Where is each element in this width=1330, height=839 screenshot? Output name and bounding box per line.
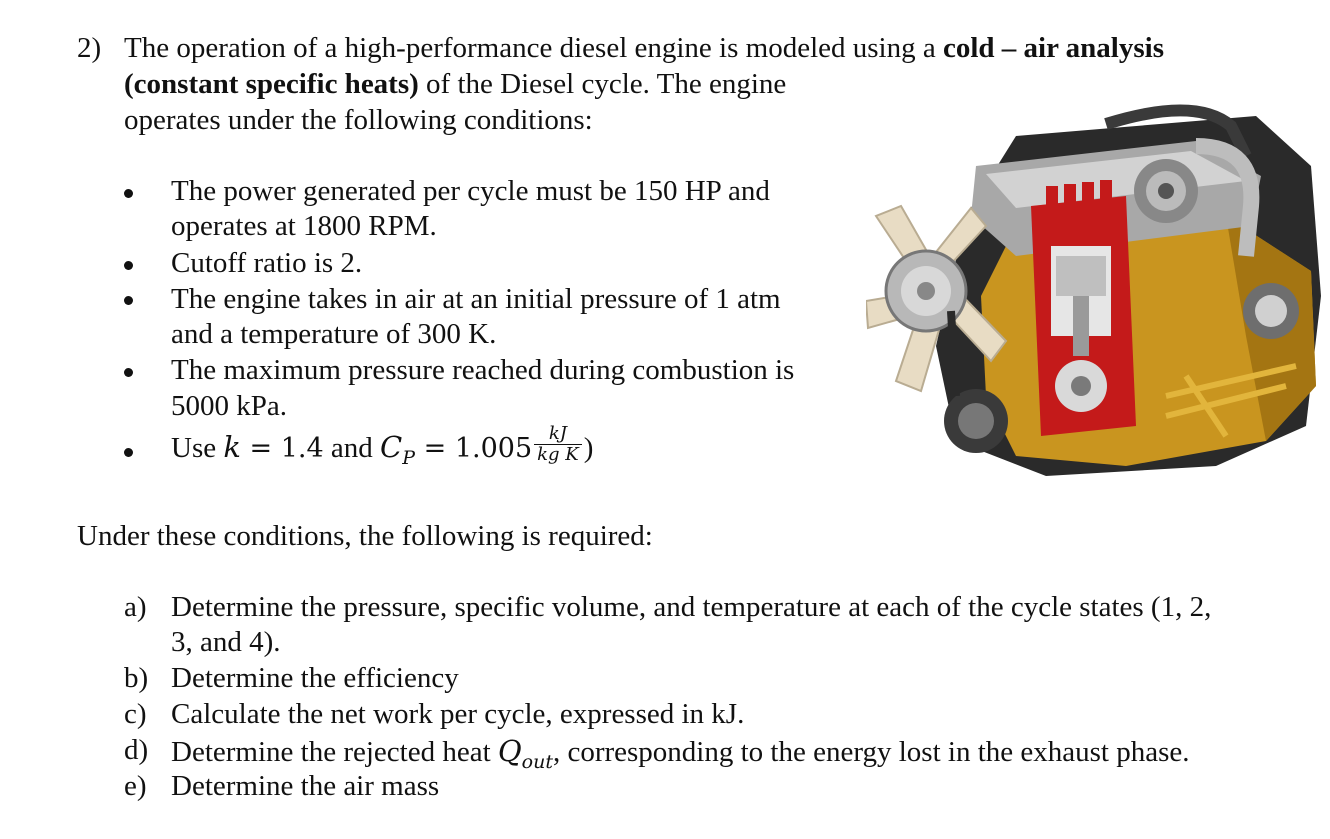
condition-power-line2: operates at 1800 RPM. <box>171 210 437 242</box>
intro-line-3: operates under the following conditions: <box>124 104 593 136</box>
bullet-marker <box>124 189 133 198</box>
problem-number: 2) <box>77 32 102 64</box>
diesel-engine-cutaway-icon <box>866 96 1326 491</box>
req-e-text: Determine the air mass <box>171 770 440 802</box>
intro-line-2: (constant specific heats) of the Diesel cycle. The engine <box>124 68 787 100</box>
bullet-marker <box>124 261 133 270</box>
condition-intake-line2: and a temperature of 300 K. <box>171 318 497 350</box>
condition-intake-line1: The engine takes in air at an initial pressure of 1 atm <box>171 283 781 315</box>
req-a-letter: a) <box>124 591 147 623</box>
req-a-line2: 3, and 4). <box>171 626 281 658</box>
condition-maxpressure-line1: The maximum pressure reached during combustion is <box>171 354 795 386</box>
condition-power-line1: The power generated per cycle must be 150 HP and <box>171 175 770 207</box>
bullet-marker <box>124 448 133 457</box>
requirements-intro: Under these conditions, the following is required: <box>77 520 653 552</box>
condition-cutoff: Cutoff ratio is 2. <box>171 247 363 279</box>
bullet-marker <box>124 296 133 305</box>
condition-constants: Use k = 1.4 and $C_P = 1.005$ $\frac{kJ}{\text{kg K}}$ ) <box>171 423 594 470</box>
req-b-letter: b) <box>124 662 149 694</box>
req-e-letter: e) <box>124 770 147 802</box>
intro-line-1: The operation of a high-performance diesel engine is modeled using a cold – air analysis <box>124 32 1164 64</box>
req-d-letter: d) <box>124 734 149 766</box>
req-d-text: Determine the rejected heat $Q_{out}$, corresponding to the energy lost in the exhaust phase. <box>171 734 1190 773</box>
units-fraction: $\frac{kJ}{\text{kg K}}$ <box>534 424 582 465</box>
req-c-text: Calculate the net work per cycle, expressed in kJ. <box>171 698 745 730</box>
bullet-marker <box>124 368 133 377</box>
req-c-letter: c) <box>124 698 147 730</box>
req-a-line1: Determine the pressure, specific volume, and temperature at each of the cycle states (1, 2, <box>171 591 1212 623</box>
req-b-text: Determine the efficiency <box>171 662 459 694</box>
condition-maxpressure-line2: 5000 kPa. <box>171 390 287 422</box>
